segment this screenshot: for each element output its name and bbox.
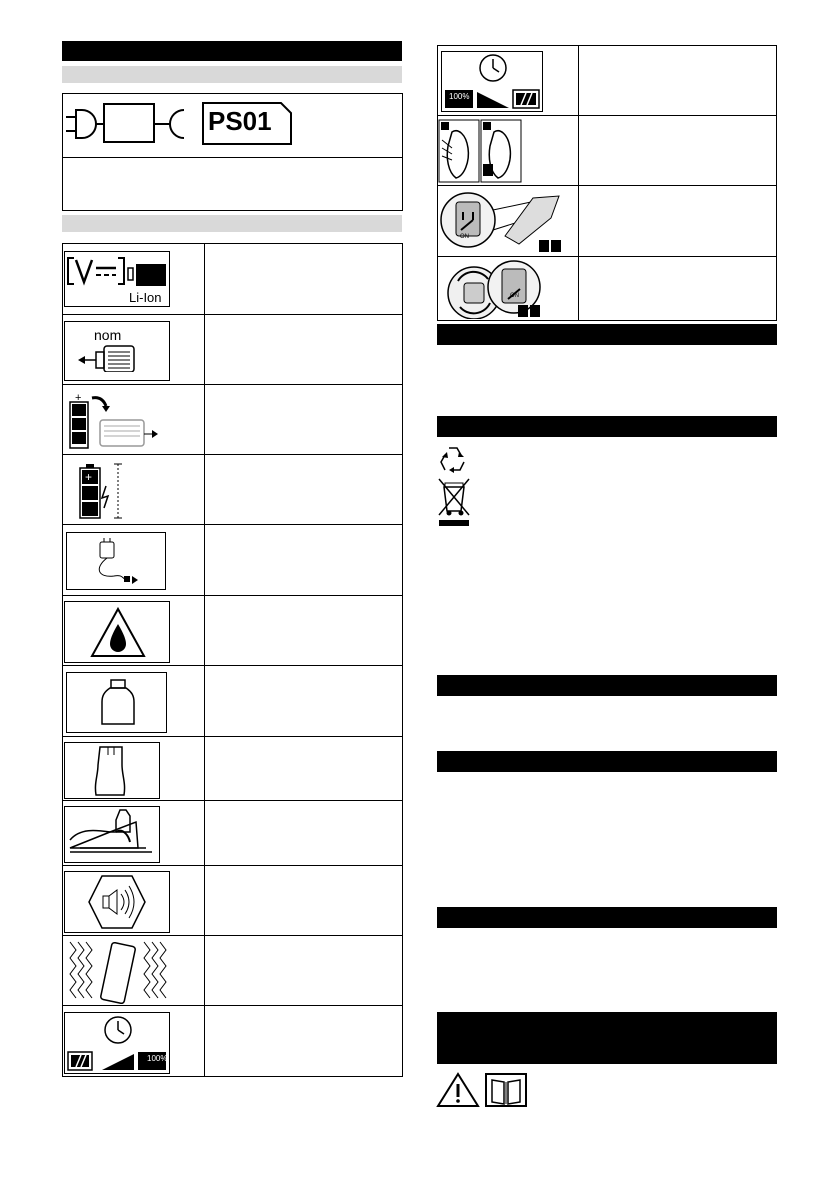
subsection-header-bar-2 — [62, 215, 402, 232]
battery-chemistry-label: Li-Ion — [129, 290, 162, 305]
battery-voltage-icon — [76, 460, 166, 522]
weight-icon — [98, 676, 138, 730]
rotate-switch-illustration — [440, 259, 544, 319]
section-bar-1 — [437, 324, 777, 345]
warning-liquid-icon — [90, 606, 146, 658]
plug-connector-icon — [66, 98, 196, 154]
svg-text:+: + — [85, 470, 93, 484]
discharge-full-label: 100% — [449, 92, 470, 101]
battery-powers-motor-icon — [66, 390, 166, 450]
blade-icon — [66, 808, 158, 862]
device-outline-icon — [86, 745, 136, 797]
motor-nominal-label: nom — [94, 327, 122, 343]
subsection-header-bar — [62, 66, 402, 83]
voltage-dc-icon — [66, 254, 168, 290]
motor-icon — [76, 342, 156, 372]
switch-on-label: ON — [460, 234, 469, 240]
charge-full-label: 100% — [147, 1054, 168, 1063]
sound-level-icon — [87, 874, 147, 930]
clock-icon — [103, 1015, 133, 1045]
rotate-on-label: ON — [510, 293, 519, 299]
recycling-icon — [437, 444, 469, 474]
vibration-icon — [64, 938, 172, 1004]
section-header-bar — [62, 41, 402, 61]
warning-triangle-icon — [436, 1072, 480, 1108]
section-bar-6 — [437, 1012, 777, 1064]
svg-text:+: + — [75, 392, 82, 404]
charger-icon — [84, 536, 154, 588]
section-bar-5 — [437, 907, 777, 928]
plug-code-text: PS01 — [208, 106, 272, 136]
crossed-bin-icon — [437, 477, 471, 527]
device-in-hand-illustration — [438, 118, 522, 184]
clock-icon-2 — [478, 53, 508, 83]
section-bar-2 — [437, 416, 777, 437]
section-bar-3 — [437, 675, 777, 696]
section-bar-4 — [437, 751, 777, 772]
switch-on-illustration — [439, 188, 563, 254]
read-manual-icon — [484, 1072, 528, 1108]
